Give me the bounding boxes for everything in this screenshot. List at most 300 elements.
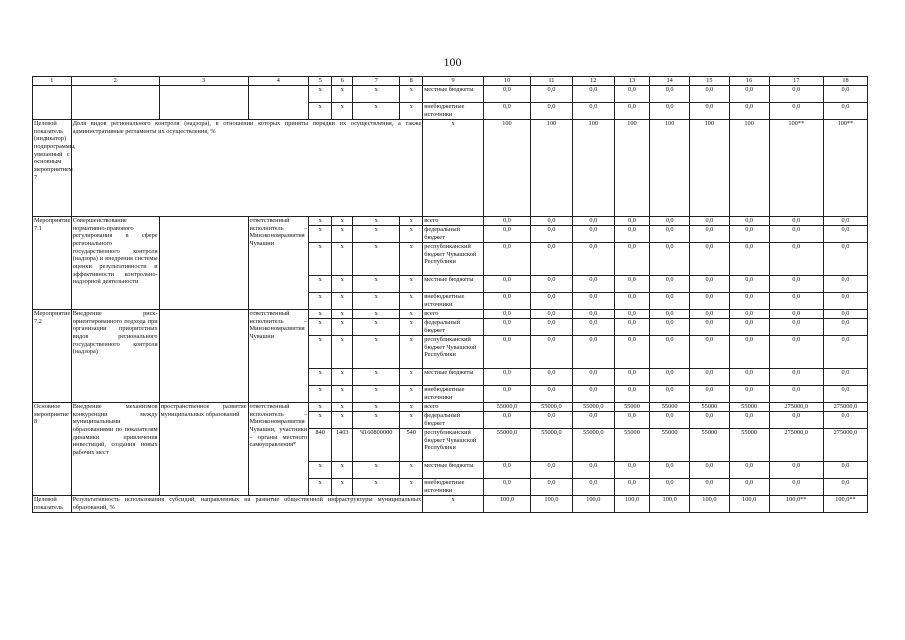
code-cell: x: [309, 386, 332, 403]
value-cell: 100,0**: [823, 496, 867, 513]
code-cell: x: [309, 293, 332, 310]
code-cell: 840: [309, 429, 332, 462]
measure-executor: ответственный исполнитель – Минэкономразвития Чувашии: [248, 310, 309, 403]
value-cell: 55000,0: [572, 429, 614, 462]
value-cell: 0,0: [483, 412, 530, 429]
value-cell: 0,0: [483, 462, 530, 479]
value-cell: 100,0: [729, 496, 769, 513]
column-number: 5: [309, 77, 332, 86]
value-cell: 0,0: [572, 226, 614, 243]
value-cell: 0,0: [769, 462, 823, 479]
value-cell: 0,0: [690, 103, 730, 120]
value-cell: 0,0: [729, 103, 769, 120]
value-cell: 0,0: [729, 86, 769, 103]
code-cell: x: [332, 386, 353, 403]
code-cell: x: [309, 243, 332, 276]
value-cell: 0,0: [531, 243, 573, 276]
target-row: [33, 496, 868, 513]
code-cell: x: [332, 462, 353, 479]
column-number: 7: [353, 77, 400, 86]
column-number: 2: [71, 77, 159, 86]
value-cell: 0,0: [823, 293, 867, 310]
code-cell: x: [353, 479, 400, 496]
code-cell: x: [400, 336, 423, 369]
value-cell: 0,0: [769, 243, 823, 276]
funding-source: республиканский бюджет Чувашской Республики: [423, 429, 484, 462]
value-cell: 0,0: [823, 479, 867, 496]
value-cell: 0,0: [823, 462, 867, 479]
value-cell: 0,0: [823, 217, 867, 226]
code-cell: x: [332, 369, 353, 386]
value-cell: 100,0: [614, 496, 650, 513]
code-cell: x: [332, 293, 353, 310]
value-cell: 0,0: [729, 319, 769, 336]
value-cell: 0,0: [650, 226, 690, 243]
measure-label: Мероприятие 7.2: [33, 310, 72, 403]
value-cell: 0,0: [531, 310, 573, 319]
target-label: Целевой показатель (индикатор) подпрограммы, увязанный с основным мероприятием 7: [33, 120, 72, 217]
value-cell: 0,0: [614, 310, 650, 319]
column-number: 9: [423, 77, 484, 86]
code-cell: x: [400, 276, 423, 293]
code-cell: x: [332, 86, 353, 103]
value-cell: 55000: [614, 403, 650, 412]
value-cell: 0,0: [690, 293, 730, 310]
value-cell: 0,0: [572, 276, 614, 293]
value-cell: 0,0: [483, 243, 530, 276]
code-cell: x: [353, 293, 400, 310]
value-cell: 0,0: [483, 319, 530, 336]
value-cell: 0,0: [823, 276, 867, 293]
value-cell: 0,0: [572, 462, 614, 479]
code-cell: x: [400, 217, 423, 226]
value-cell: 100: [531, 120, 573, 217]
value-cell: 55000: [690, 429, 730, 462]
empty-cell: [33, 86, 72, 120]
header-row: [33, 77, 868, 86]
code-cell: x: [332, 310, 353, 319]
value-cell: 0,0: [531, 319, 573, 336]
value-cell: 0,0: [690, 412, 730, 429]
value-cell: 0,0: [769, 412, 823, 429]
value-cell: 0,0: [531, 479, 573, 496]
value-cell: 0,0: [483, 86, 530, 103]
value-cell: 0,0: [483, 293, 530, 310]
value-cell: 55000: [729, 403, 769, 412]
value-cell: 0,0: [614, 479, 650, 496]
code-cell: x: [400, 293, 423, 310]
value-cell: 0,0: [614, 293, 650, 310]
value-cell: 0,0: [650, 86, 690, 103]
measure-name: Внедрение механизмов конкуренции между муниципальными образованиями по показателям динамики привлечения инвестиций, создания новых рабочих мест: [71, 403, 159, 496]
value-cell: 0,0: [531, 86, 573, 103]
value-cell: 275000,0: [769, 429, 823, 462]
column-number: 1: [33, 77, 72, 86]
value-cell: 0,0: [690, 462, 730, 479]
value-cell: 275000,0: [823, 429, 867, 462]
target-label: Целевой показатель: [33, 496, 72, 513]
funding-source: внебюджетные источники: [423, 479, 484, 496]
value-cell: 0,0: [690, 86, 730, 103]
code-cell: x: [309, 217, 332, 226]
column-number: 15: [690, 77, 730, 86]
column-number: 10: [483, 77, 530, 86]
value-cell: 0,0: [650, 479, 690, 496]
code-cell: x: [332, 412, 353, 429]
code-cell: x: [309, 86, 332, 103]
value-cell: 100,0: [483, 496, 530, 513]
value-cell: 0,0: [614, 336, 650, 369]
value-cell: 0,0: [823, 412, 867, 429]
value-cell: 55000,0: [483, 403, 530, 412]
value-cell: 0,0: [483, 226, 530, 243]
column-number: 3: [159, 77, 248, 86]
value-cell: 0,0: [572, 293, 614, 310]
code-cell: x: [400, 226, 423, 243]
code-cell: x: [309, 403, 332, 412]
value-cell: 0,0: [650, 336, 690, 369]
funding-source: местные бюджеты: [423, 86, 484, 103]
value-cell: 100,0**: [769, 496, 823, 513]
value-cell: 0,0: [823, 226, 867, 243]
value-cell: 0,0: [531, 293, 573, 310]
column-number: 13: [614, 77, 650, 86]
value-cell: 100,0: [572, 496, 614, 513]
code-cell: x: [353, 386, 400, 403]
value-cell: 0,0: [769, 276, 823, 293]
funding-source: всего: [423, 403, 484, 412]
value-cell: 0,0: [823, 386, 867, 403]
empty-cell: [159, 217, 248, 310]
code-cell: x: [400, 310, 423, 319]
value-cell: 100: [614, 120, 650, 217]
value-cell: 0,0: [650, 462, 690, 479]
value-cell: 0,0: [614, 276, 650, 293]
value-cell: 0,0: [769, 217, 823, 226]
code-cell: x: [353, 217, 400, 226]
value-cell: 0,0: [572, 369, 614, 386]
code-cell: x: [400, 412, 423, 429]
value-cell: 0,0: [483, 336, 530, 369]
code-cell: x: [353, 403, 400, 412]
value-cell: 0,0: [650, 293, 690, 310]
empty-cell: [159, 310, 248, 403]
value-cell: x: [423, 496, 484, 513]
value-cell: 55000,0: [572, 403, 614, 412]
measure-row: [33, 403, 868, 412]
empty-cell: [248, 86, 309, 120]
value-cell: 0,0: [531, 226, 573, 243]
target-text: Доля видов регионального контроля (надзора), в отношении которых приняты порядки их осуществления, а также административные регламенты их осуществления, %: [71, 120, 423, 217]
code-cell: x: [332, 319, 353, 336]
code-cell: x: [309, 276, 332, 293]
value-cell: 0,0: [823, 86, 867, 103]
value-cell: 0,0: [614, 319, 650, 336]
value-cell: 0,0: [769, 293, 823, 310]
code-cell: x: [332, 217, 353, 226]
value-cell: 0,0: [483, 310, 530, 319]
value-cell: 0,0: [531, 336, 573, 369]
value-cell: 0,0: [769, 369, 823, 386]
value-cell: 0,0: [823, 319, 867, 336]
value-cell: 100: [572, 120, 614, 217]
funding-source: федеральный бюджет: [423, 319, 484, 336]
code-cell: x: [400, 403, 423, 412]
value-cell: 0,0: [690, 386, 730, 403]
funding-source: местные бюджеты: [423, 276, 484, 293]
empty-cell: [71, 86, 159, 120]
code-cell: 1403: [332, 429, 353, 462]
value-cell: 55000: [690, 403, 730, 412]
column-number: 8: [400, 77, 423, 86]
value-cell: 0,0: [531, 462, 573, 479]
funding-source: всего: [423, 217, 484, 226]
funding-source: местные бюджеты: [423, 369, 484, 386]
value-cell: 0,0: [729, 293, 769, 310]
code-cell: x: [309, 336, 332, 369]
code-cell: x: [353, 336, 400, 369]
value-cell: 0,0: [614, 103, 650, 120]
value-cell: 0,0: [531, 369, 573, 386]
value-cell: x: [423, 120, 484, 217]
table-row: [33, 86, 868, 103]
value-cell: 55000: [650, 429, 690, 462]
value-cell: 0,0: [729, 310, 769, 319]
value-cell: 0,0: [531, 412, 573, 429]
value-cell: 0,0: [572, 412, 614, 429]
code-cell: x: [353, 243, 400, 276]
value-cell: 0,0: [614, 412, 650, 429]
measure-label: Основное мероприятие 8: [33, 403, 72, 496]
code-cell: x: [309, 103, 332, 120]
code-cell: x: [400, 369, 423, 386]
value-cell: 0,0: [531, 386, 573, 403]
value-cell: 100: [650, 120, 690, 217]
code-cell: x: [309, 226, 332, 243]
value-cell: 0,0: [483, 386, 530, 403]
code-cell: x: [353, 462, 400, 479]
code-cell: x: [353, 276, 400, 293]
value-cell: 100: [729, 120, 769, 217]
page-number: 100: [443, 55, 462, 69]
value-cell: 0,0: [650, 412, 690, 429]
value-cell: 0,0: [572, 310, 614, 319]
value-cell: 0,0: [729, 276, 769, 293]
code-cell: x: [332, 403, 353, 412]
measure-executor: ответственный исполнитель – Минэкономразвития Чувашии, участники – органы местного самоуправления*: [248, 403, 309, 496]
value-cell: 0,0: [729, 226, 769, 243]
value-cell: 0,0: [690, 336, 730, 369]
value-cell: 0,0: [650, 217, 690, 226]
value-cell: 0,0: [690, 479, 730, 496]
value-cell: 0,0: [614, 369, 650, 386]
value-cell: 0,0: [614, 243, 650, 276]
funding-source: федеральный бюджет: [423, 412, 484, 429]
table-body: [33, 77, 868, 513]
value-cell: 0,0: [823, 310, 867, 319]
value-cell: 0,0: [572, 217, 614, 226]
column-number: 16: [729, 77, 769, 86]
value-cell: 55000,0: [531, 403, 573, 412]
code-cell: 540: [400, 429, 423, 462]
code-cell: x: [332, 243, 353, 276]
value-cell: 100: [690, 120, 730, 217]
value-cell: 0,0: [690, 310, 730, 319]
column-number: 4: [248, 77, 309, 86]
value-cell: 100,0: [531, 496, 573, 513]
value-cell: 0,0: [572, 336, 614, 369]
value-cell: 0,0: [650, 103, 690, 120]
funding-source: внебюджетные источники: [423, 103, 484, 120]
value-cell: 0,0: [650, 369, 690, 386]
funding-source: внебюджетные источники: [423, 386, 484, 403]
column-number: 11: [531, 77, 573, 86]
code-cell: x: [400, 479, 423, 496]
value-cell: 0,0: [729, 369, 769, 386]
value-cell: 0,0: [729, 243, 769, 276]
value-cell: 0,0: [483, 217, 530, 226]
code-cell: x: [400, 86, 423, 103]
code-cell: x: [400, 319, 423, 336]
code-cell: x: [353, 319, 400, 336]
value-cell: 0,0: [729, 386, 769, 403]
value-cell: 0,0: [823, 243, 867, 276]
value-cell: 0,0: [483, 103, 530, 120]
measure-name: Совершенствование нормативно-правового регулирования в сфере регионального государственного контроля (надзора) и внедрения системы оценки результативности и эффективности контрольно-надзорной деятельности: [71, 217, 159, 310]
column-number: 6: [332, 77, 353, 86]
column-number: 12: [572, 77, 614, 86]
column-number: 17: [769, 77, 823, 86]
value-cell: 55000,0: [483, 429, 530, 462]
value-cell: 0,0: [614, 226, 650, 243]
measure-goal: пространственное развитие муниципальных образований: [159, 403, 248, 496]
value-cell: 55000: [614, 429, 650, 462]
value-cell: 0,0: [531, 103, 573, 120]
value-cell: 0,0: [769, 86, 823, 103]
value-cell: 0,0: [614, 462, 650, 479]
value-cell: 0,0: [769, 319, 823, 336]
value-cell: 0,0: [650, 386, 690, 403]
value-cell: 100**: [769, 120, 823, 217]
value-cell: 0,0: [729, 412, 769, 429]
value-cell: 0,0: [650, 310, 690, 319]
measure-executor: ответственный исполнитель – Минэкономразвития Чувашии: [248, 217, 309, 310]
value-cell: 55000: [729, 429, 769, 462]
code-cell: Ч160800000: [353, 429, 400, 462]
value-cell: 0,0: [729, 462, 769, 479]
value-cell: 0,0: [483, 276, 530, 293]
value-cell: 0,0: [572, 243, 614, 276]
value-cell: 0,0: [572, 386, 614, 403]
target-row: [33, 120, 868, 217]
value-cell: 0,0: [690, 276, 730, 293]
funding-source: федеральный бюджет: [423, 226, 484, 243]
measure-row: [33, 217, 868, 226]
value-cell: 0,0: [650, 243, 690, 276]
code-cell: x: [353, 226, 400, 243]
measure-label: Мероприятие 7.1: [33, 217, 72, 310]
value-cell: 0,0: [769, 310, 823, 319]
code-cell: x: [309, 310, 332, 319]
value-cell: 0,0: [823, 369, 867, 386]
code-cell: x: [309, 319, 332, 336]
funding-source: внебюджетные источники: [423, 293, 484, 310]
code-cell: x: [400, 462, 423, 479]
value-cell: 100,0: [650, 496, 690, 513]
code-cell: x: [309, 412, 332, 429]
value-cell: 0,0: [690, 217, 730, 226]
code-cell: x: [353, 103, 400, 120]
funding-source: местные бюджеты: [423, 462, 484, 479]
funding-source: всего: [423, 310, 484, 319]
code-cell: x: [309, 462, 332, 479]
value-cell: 0,0: [483, 369, 530, 386]
value-cell: 0,0: [769, 479, 823, 496]
value-cell: 0,0: [572, 319, 614, 336]
value-cell: 100: [483, 120, 530, 217]
program-table: [32, 76, 868, 513]
value-cell: 0,0: [483, 479, 530, 496]
funding-source: республиканский бюджет Чувашской Республики: [423, 336, 484, 369]
code-cell: x: [400, 243, 423, 276]
value-cell: 0,0: [690, 319, 730, 336]
value-cell: 0,0: [769, 336, 823, 369]
value-cell: 0,0: [531, 217, 573, 226]
value-cell: 55000,0: [531, 429, 573, 462]
value-cell: 55000: [650, 403, 690, 412]
code-cell: x: [332, 479, 353, 496]
measure-row: [33, 310, 868, 319]
value-cell: 0,0: [823, 336, 867, 369]
value-cell: 0,0: [729, 336, 769, 369]
value-cell: 0,0: [572, 479, 614, 496]
value-cell: 100,0: [690, 496, 730, 513]
value-cell: 0,0: [614, 386, 650, 403]
value-cell: 0,0: [729, 217, 769, 226]
value-cell: 0,0: [531, 276, 573, 293]
value-cell: 0,0: [614, 217, 650, 226]
value-cell: 0,0: [650, 319, 690, 336]
value-cell: 0,0: [769, 226, 823, 243]
code-cell: x: [309, 479, 332, 496]
value-cell: 100**: [823, 120, 867, 217]
empty-cell: [159, 86, 248, 120]
code-cell: x: [400, 386, 423, 403]
value-cell: 0,0: [690, 243, 730, 276]
value-cell: 0,0: [614, 86, 650, 103]
value-cell: 0,0: [769, 386, 823, 403]
value-cell: 0,0: [572, 86, 614, 103]
funding-source: республиканский бюджет Чувашской Республики: [423, 243, 484, 276]
code-cell: x: [353, 412, 400, 429]
code-cell: x: [400, 103, 423, 120]
value-cell: 0,0: [572, 103, 614, 120]
code-cell: x: [353, 86, 400, 103]
target-text: Результативность использования субсидий, направленных на развитие общественной инфраструктуры муниципальных образований, %: [72, 496, 422, 511]
code-cell: x: [332, 276, 353, 293]
code-cell: x: [332, 103, 353, 120]
code-cell: x: [353, 369, 400, 386]
value-cell: 275000,0: [823, 403, 867, 412]
code-cell: x: [353, 310, 400, 319]
value-cell: 275000,0: [769, 403, 823, 412]
value-cell: 0,0: [769, 103, 823, 120]
column-number: 18: [823, 77, 867, 86]
code-cell: x: [309, 369, 332, 386]
value-cell: 0,0: [690, 369, 730, 386]
value-cell: 0,0: [650, 276, 690, 293]
code-cell: x: [332, 336, 353, 369]
